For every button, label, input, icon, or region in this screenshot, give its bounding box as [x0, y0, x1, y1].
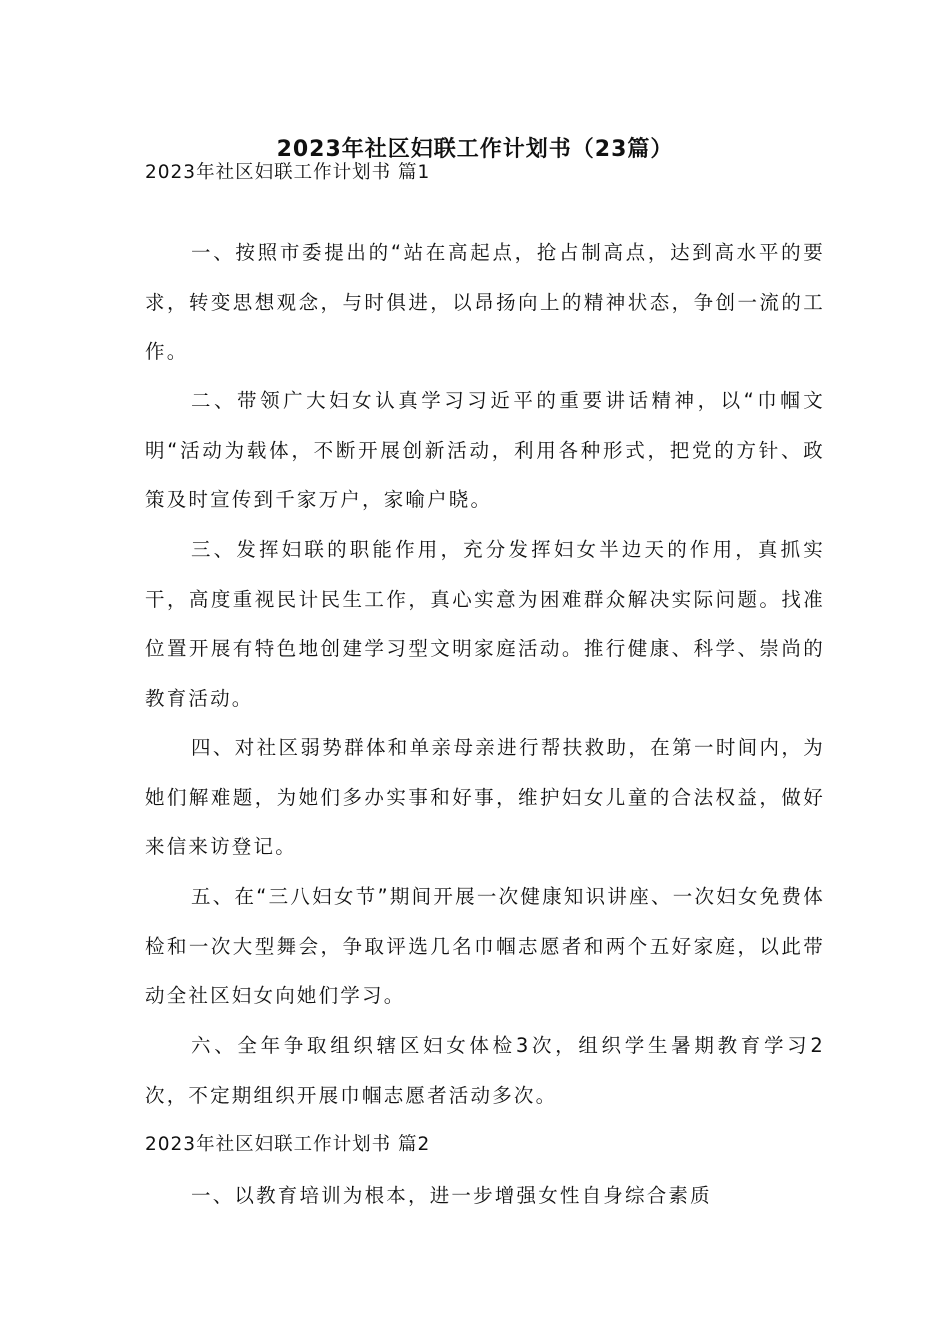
paragraph-7: 一、以教育培训为根本，进一步增强女性自身综合素质 — [191, 1184, 712, 1207]
section-heading-1: 2023年社区妇联工作计划书 篇1 — [145, 162, 431, 183]
document-title: 2023年社区妇联工作计划书（23篇） — [276, 137, 674, 162]
paragraph-4: 四、对社区弱势群体和单亲母亲进行帮扶救助，在第一时间内，为她们解难题，为她们多办实事和好事，维护妇女儿童的合法权益，做好来信来访登记。 — [145, 736, 825, 858]
section-heading-2: 2023年社区妇联工作计划书 篇2 — [145, 1134, 431, 1155]
paragraph-2: 二、带领广大妇女认真学习习近平的重要讲话精神，以“巾帼文明“活动为载体，不断开展创新活动，利用各种形式，把党的方针、政策及时宣传到千家万户，家喻户晓。 — [145, 389, 825, 511]
paragraph-1: 一、按照市委提出的“站在高起点，抢占制高点，达到高水平的要求，转变思想观念，与时俱进，以昂扬向上的精神状态，争创一流的工作。 — [145, 241, 825, 363]
paragraph-5: 五、在“三八妇女节”期间开展一次健康知识讲座、一次妇女免费体检和一次大型舞会，争取评选几名巾帼志愿者和两个五好家庭，以此带动全社区妇女向她们学习。 — [145, 885, 825, 1007]
paragraph-6: 六、全年争取组织辖区妇女体检3次，组织学生暑期教育学习2次，不定期组织开展巾帼志愿者活动多次。 — [145, 1034, 825, 1107]
paragraph-3: 三、发挥妇联的职能作用，充分发挥妇女半边天的作用，真抓实干，高度重视民计民生工作，真心实意为困难群众解决实际问题。找准位置开展有特色地创建学习型文明家庭活动。推行健康、科学、崇尚的教育活动。 — [145, 538, 825, 710]
